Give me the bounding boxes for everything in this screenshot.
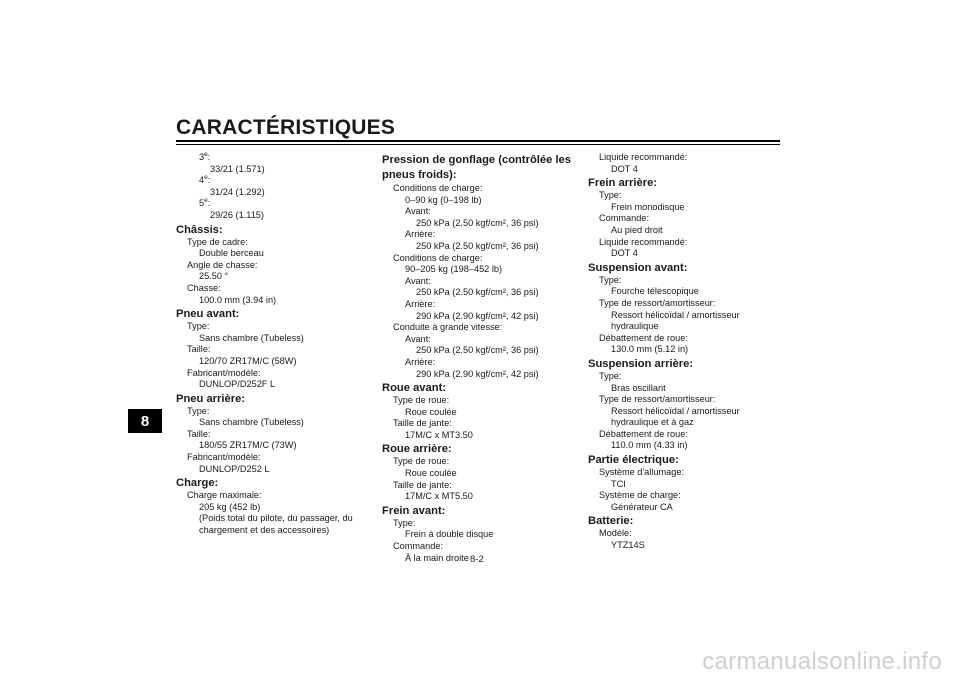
spec-value: 25.50 ° [199, 271, 229, 282]
spec-value: Générateur CA [611, 501, 673, 512]
spec-label: Commande: [393, 541, 444, 552]
spec-label: Liquide recommandé: [599, 152, 688, 162]
spec-label: Liquide recommandé: [599, 236, 688, 247]
heading-line: Pression de gonflage (contrôlée les [382, 154, 571, 166]
spec-label: Fabricant/modèle: [187, 452, 261, 463]
column-1 [176, 152, 366, 537]
spec-value: hydraulique [611, 321, 659, 332]
spec-label: Type de roue: [393, 456, 450, 467]
column-3 [588, 152, 768, 552]
spec-label: Avant: [405, 275, 431, 286]
section-heading-electrical: Partie électrique: [588, 454, 679, 467]
spec-label: Conduite à grande vitesse: [393, 322, 503, 333]
spec-value: DOT 4 [611, 163, 638, 174]
section-heading-front-suspension: Suspension avant: [588, 261, 688, 274]
spec-note: chargement et des accessoires) [199, 525, 330, 536]
spec-label: Fabricant/modèle: [187, 367, 261, 378]
spec-label: Type: [599, 274, 622, 285]
spec-label: Arrière: [405, 356, 436, 367]
spec-label: Type de ressort/amortisseur: [599, 297, 716, 308]
section-heading-front-wheel: Roue avant: [382, 382, 447, 395]
spec-label: Type de cadre: [187, 236, 248, 247]
spec-value: Double berceau [199, 248, 264, 259]
spec-value: 0–90 kg (0–198 lb) [405, 194, 482, 205]
spec-value: 290 kPa (2.90 kgf/cm², 42 psi) [416, 368, 539, 379]
heading-line: pneus froids): [382, 169, 457, 181]
spec-value: Frein monodisque [611, 201, 685, 212]
spec-value: Ressort hélicoïdal / amortisseur [611, 405, 740, 416]
spec-value: 250 kPa (2.50 kgf/cm², 36 psi) [416, 287, 539, 298]
spec-value: Roue coulée [405, 468, 457, 479]
gear-4-label: 4e: [199, 174, 211, 186]
spec-label: Type: [599, 190, 622, 201]
section-heading-front-tire: Pneu avant: [176, 308, 240, 321]
section-heading-load: Charge: [176, 477, 219, 490]
spec-label: Chasse: [187, 282, 221, 293]
chapter-tab: 8 [128, 409, 162, 433]
spec-value: 180/55 ZR17M/C (73W) [199, 440, 297, 451]
section-heading-rear-tire: Pneu arrière: [176, 392, 246, 405]
spec-value: 110.0 mm (4.33 in) [611, 440, 688, 451]
watermark: carmanualsonline.info [702, 648, 942, 675]
page-number: 8-2 [470, 554, 484, 565]
spec-label: Système de charge: [599, 490, 681, 501]
section-heading-battery: Batterie: [588, 515, 634, 528]
spec-note: (Poids total du pilote, du passager, du [199, 513, 353, 524]
spec-label: Avant: [405, 333, 431, 344]
gear-5-value: 29/26 (1.115) [210, 209, 264, 220]
spec-value: Au pied droit [611, 224, 663, 235]
spec-label: Modèle: [599, 528, 632, 539]
spec-label: Arrière: [405, 298, 436, 309]
gear-3-value: 33/21 (1.571) [210, 163, 265, 174]
spec-value: 250 kPa (2.50 kgf/cm², 36 psi) [416, 240, 539, 251]
spec-value: 250 kPa (2.50 kgf/cm², 36 psi) [416, 345, 539, 356]
spec-value: 120/70 ZR17M/C (58W) [199, 355, 297, 366]
spec-value: DOT 4 [611, 248, 638, 259]
spec-value: 17M/C x MT5.50 [405, 491, 473, 502]
section-heading-rear-suspension: Suspension arrière: [588, 357, 694, 370]
section-heading-rear-wheel: Roue arrière: [382, 443, 452, 456]
page-title: CARACTÉRISTIQUES [176, 116, 396, 139]
spec-value: 100.0 mm (3.94 in) [199, 294, 277, 305]
spec-label: Angle de chasse: [187, 259, 258, 270]
spec-value: Sans chambre (Tubeless) [199, 332, 304, 343]
spec-value: 250 kPa (2.50 kgf/cm², 36 psi) [416, 217, 539, 228]
spec-value: Fourche télescopique [611, 286, 699, 297]
spec-label: Taille: [187, 428, 211, 439]
spec-label: Système d'allumage: [599, 467, 684, 478]
spec-label: Taille de jante: [393, 418, 452, 429]
spec-value: 130.0 mm (5.12 in) [611, 344, 689, 355]
header-rule-thick [176, 140, 780, 142]
spec-value: 205 kg (452 lb) [199, 501, 261, 512]
section-heading-rear-brake: Frein arrière: [588, 177, 658, 190]
spec-label: Type de ressort/amortisseur: [599, 394, 716, 405]
spec-label: Charge maximale: [187, 490, 262, 501]
spec-value: Ressort hélicoïdal / amortisseur [611, 309, 740, 320]
spec-label: Type: [187, 405, 210, 416]
spec-label: Arrière: [405, 229, 436, 240]
spec-value: DUNLOP/D252F L [199, 379, 276, 390]
spec-value: Frein à double disque [405, 529, 494, 540]
spec-label: Type: [393, 517, 416, 528]
spec-value: hydraulique et à gaz [611, 417, 694, 428]
spec-label: Type: [187, 321, 210, 332]
gear-4-value: 31/24 (1.292) [210, 186, 265, 197]
spec-value: 90–205 kg (198–452 lb) [405, 264, 503, 275]
spec-label: Débattement de roue: [599, 428, 688, 439]
spec-label: Conditions de charge: [393, 252, 483, 263]
spec-value: TCI [611, 478, 626, 489]
column-2 [382, 152, 572, 564]
spec-label: Avant: [405, 206, 431, 217]
section-heading-pressure [382, 153, 572, 183]
spec-value: Roue coulée [405, 406, 457, 417]
spec-value: 17M/C x MT3.50 [405, 429, 473, 440]
spec-label: Type de roue: [393, 395, 450, 406]
spec-label: Type: [599, 370, 622, 381]
gear-5-label: 5e: [199, 197, 211, 209]
spec-value: À la main droite [405, 552, 469, 563]
spec-label: Débattement de roue: [599, 332, 688, 343]
spec-value: Sans chambre (Tubeless) [199, 417, 304, 428]
spec-value: 290 kPa (2.90 kgf/cm², 42 psi) [416, 310, 539, 321]
spec-label: Taille de jante: [393, 479, 452, 490]
spec-value: Bras oscillant [611, 382, 666, 393]
spec-label: Commande: [599, 213, 650, 224]
gear-3-label: 3e: [199, 151, 211, 162]
spec-label: Taille: [187, 344, 211, 355]
section-heading-front-brake: Frein avant: [382, 504, 446, 517]
section-heading-chassis: Châssis: [176, 223, 223, 236]
spec-label: Conditions de charge: [393, 183, 483, 193]
spec-value: YTZ14S [611, 540, 645, 551]
spec-value: DUNLOP/D252 L [199, 463, 270, 474]
header-rule-thin [176, 144, 780, 145]
